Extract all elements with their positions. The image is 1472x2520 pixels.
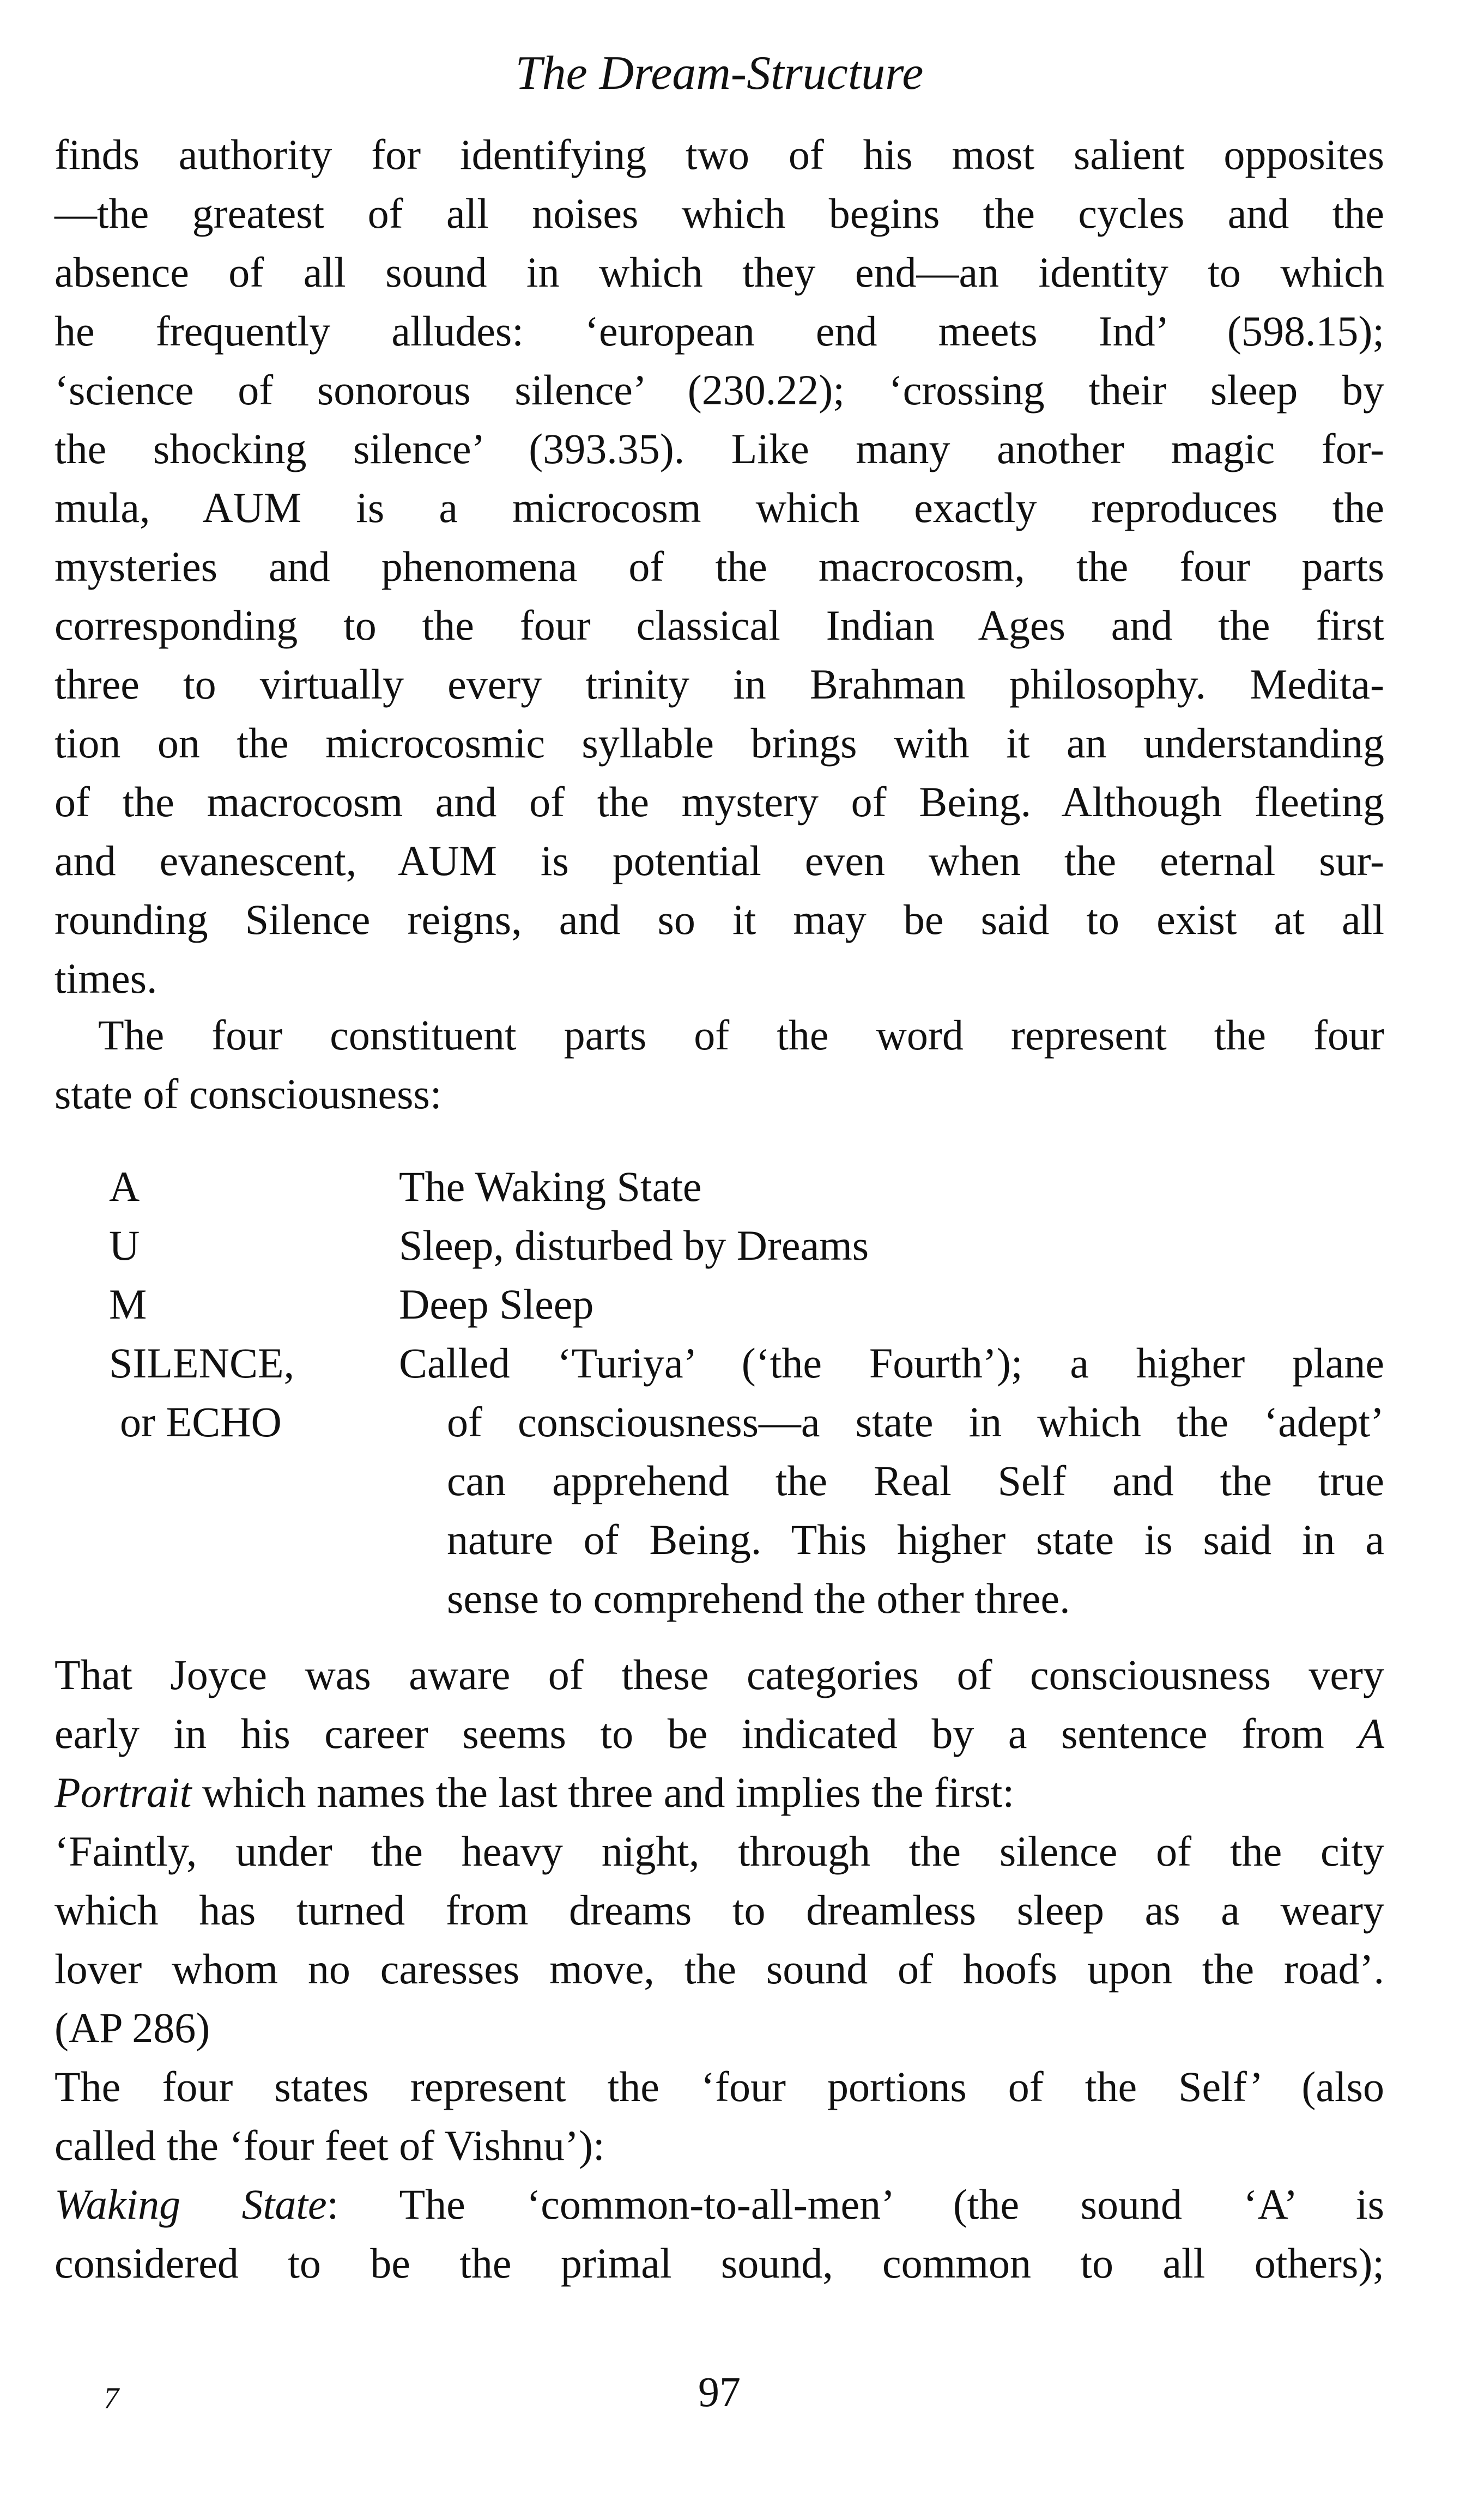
table-key: or ECHO — [120, 1398, 282, 1446]
table-value: Sleep, disturbed by Dreams — [399, 1222, 869, 1269]
text-line: called the ‘four feet of Vishnu’): — [54, 2122, 605, 2169]
text-line: considered to be the primal sound, common to all others); — [54, 2239, 1384, 2287]
book-page — [54, 0, 1384, 2520]
table-key: A — [109, 1163, 140, 1210]
text-line: times. — [54, 955, 158, 1002]
text-segment: The ‘common-to-all-men’ (the sound ‘A’ is — [338, 2181, 1384, 2228]
table-value: of consciousness—a state in which the ‘adept’ — [447, 1398, 1384, 1446]
text-line: The four constituent parts of the word represent the four — [98, 1011, 1384, 1059]
running-head: The Dream-Structure — [515, 47, 924, 100]
table-key-empty — [109, 1452, 399, 1510]
text-line — [54, 2175, 1384, 2234]
table-value: can apprehend the Real Self and the true — [447, 1457, 1384, 1504]
text-line: finds authority for identifying two of his most salient opposites — [54, 131, 1384, 178]
text-line: —the greatest of all noises which begins the cycles and the — [54, 190, 1384, 237]
waking-state-label: Waking State — [54, 2181, 327, 2228]
table-row — [109, 1275, 1384, 1334]
text-line: absence of all sound in which they end—an identity to which — [54, 248, 1384, 296]
book-title-italic: Portrait — [54, 1769, 192, 1816]
page-number: 97 — [698, 2368, 741, 2415]
text-line: The four states represent the ‘four portions of the Self’ (also — [54, 2063, 1384, 2110]
text-line: of the macrocosm and of the mystery of Being. Although fleeting — [54, 778, 1384, 825]
table-row — [109, 1393, 1384, 1452]
text-line: the shocking silence’ (393.35). Like many another magic for- — [54, 425, 1384, 472]
text-line: ‘science of sonorous silence’ (230.22); ‘crossing their sleep by — [54, 366, 1384, 414]
table-key: SILENCE, — [109, 1339, 295, 1387]
table-key-empty — [109, 1569, 399, 1628]
table-key: U — [109, 1222, 140, 1269]
quote-line: which has turned from dreams to dreamless sleep as a weary — [54, 1886, 1384, 1934]
text-line: tion on the microcosmic syllable brings with it an understanding — [54, 719, 1384, 767]
table-value: The Waking State — [399, 1163, 702, 1210]
signature-mark: 7 — [104, 2382, 119, 2415]
text-line — [54, 1704, 1384, 1763]
book-title-italic: A — [1358, 1710, 1384, 1757]
table-row — [109, 1216, 1384, 1275]
table-row — [109, 1569, 1384, 1628]
table-key-empty — [109, 1510, 399, 1569]
text-line: he frequently alludes: ‘european end meets Ind’ (598.15); — [54, 307, 1384, 355]
text-line: rounding Silence reigns, and so it may be said to exist at all — [54, 896, 1384, 943]
text-line: mula, AUM is a microcosm which exactly reproduces the — [54, 484, 1384, 531]
text-line — [54, 1763, 1384, 1822]
quote-line: lover whom no caresses move, the sound of hoofs upon the road’. — [54, 1945, 1384, 1993]
text-line: and evanescent, AUM is potential even when the eternal sur- — [54, 837, 1384, 884]
text-segment: : — [326, 2181, 339, 2228]
table-row — [109, 1452, 1384, 1510]
table-row — [109, 1334, 1384, 1393]
text-segment: early in his career seems to be indicated by a sentence from — [54, 1710, 1359, 1757]
text-segment: which names the last three and implies the first: — [191, 1769, 1015, 1816]
text-line: state of consciousness: — [54, 1070, 442, 1118]
table-row — [109, 1510, 1384, 1569]
quote-citation: (AP 286) — [54, 2004, 210, 2051]
table-value: nature of Being. This higher state is said in a — [447, 1516, 1384, 1563]
paragraph-four-parts — [54, 1006, 1384, 1124]
text-line: mysteries and phenomena of the macrocosm, the four parts — [54, 543, 1384, 590]
table-key: M — [109, 1280, 147, 1328]
text-line: corresponding to the four classical Indian Ages and the first — [54, 602, 1384, 649]
paragraph-joyce-portrait — [54, 1645, 1384, 2293]
text-line: three to virtually every trinity in Brahman philosophy. Medita- — [54, 660, 1384, 708]
states-of-consciousness-table — [109, 1157, 1384, 1628]
table-value: sense to comprehend the other three. — [447, 1575, 1070, 1622]
table-value: Deep Sleep — [399, 1280, 594, 1328]
table-row — [109, 1157, 1384, 1216]
paragraph-aum-microcosm — [54, 125, 1384, 1008]
quote-line: ‘Faintly, under the heavy night, through the silence of the city — [54, 1827, 1384, 1875]
text-line: That Joyce was aware of these categories of consciousness very — [54, 1651, 1384, 1698]
table-value: Called ‘Turiya’ (‘the Fourth’); a higher plane — [399, 1339, 1384, 1387]
